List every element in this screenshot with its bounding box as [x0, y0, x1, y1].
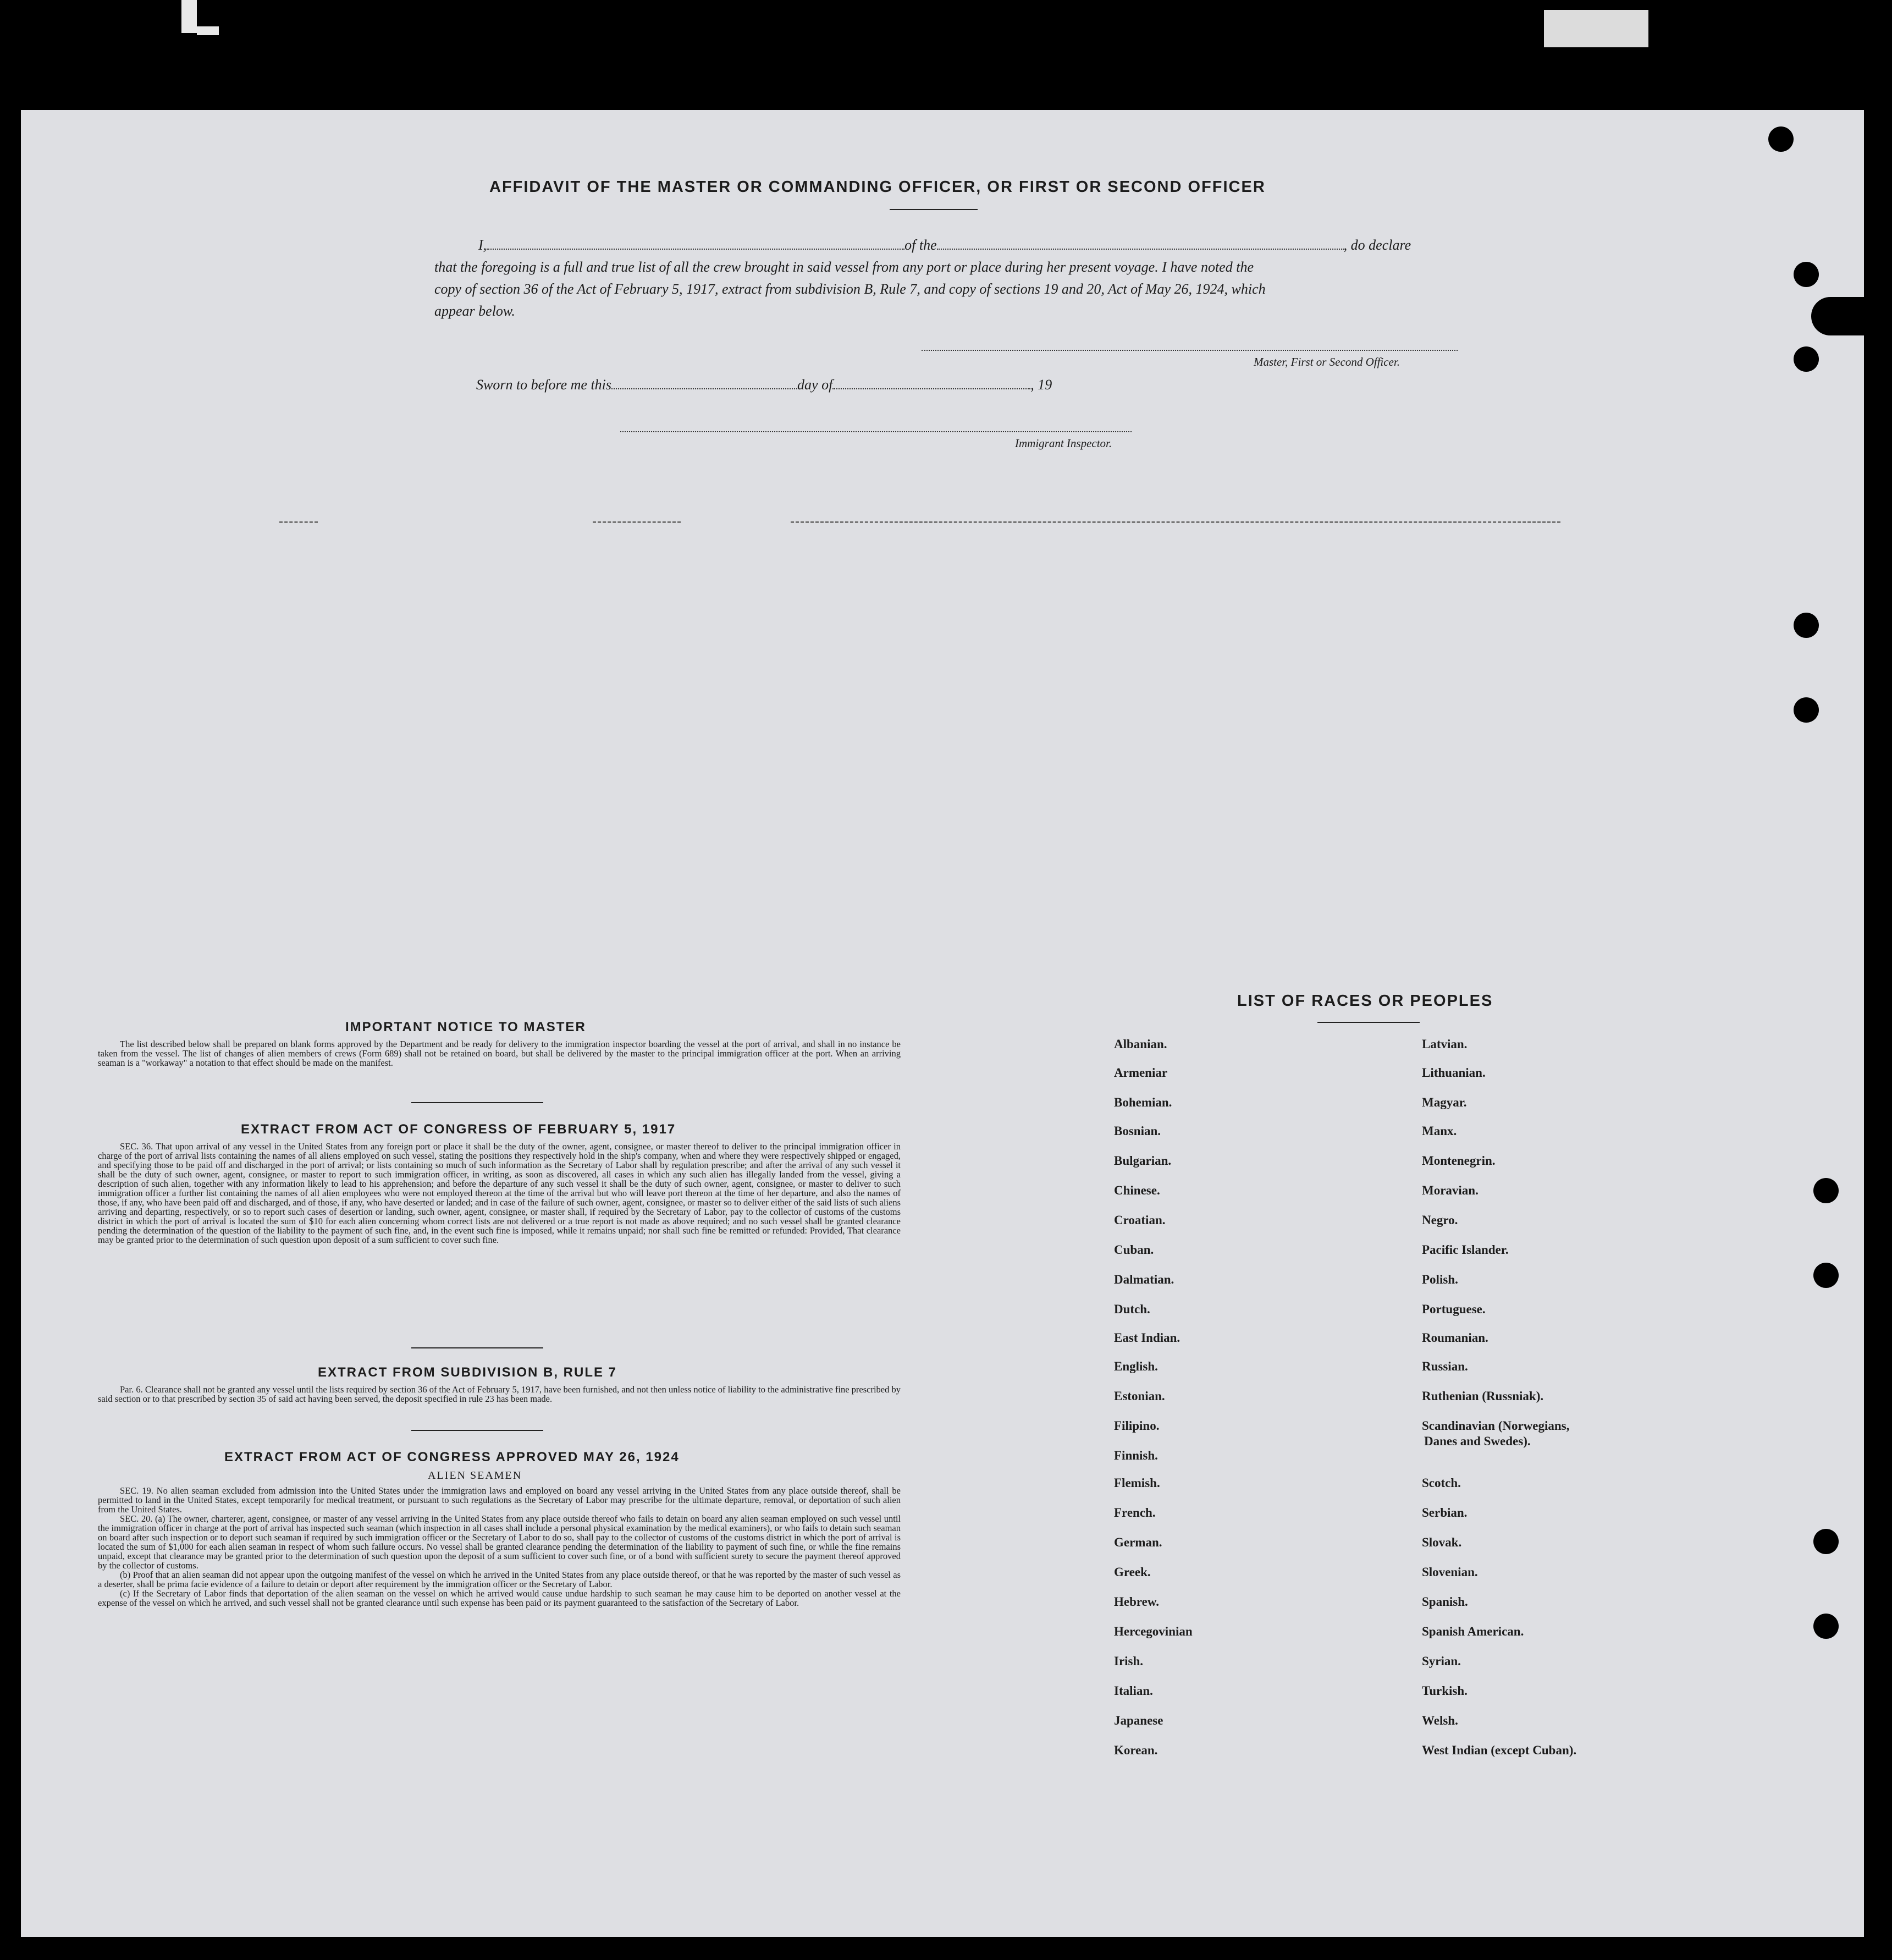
race-item: Scandinavian (Norwegians, [1422, 1419, 1570, 1433]
affidavit-declare: , do declare [1343, 237, 1411, 253]
affidavit-line-3: copy of section 36 of the Act of February 5, 1917, extract from subdivision B, Rule 7, and copy of sections 19 and 20, Act of May 26, 1924, which [434, 281, 1266, 297]
race-item: Portuguese. [1422, 1302, 1486, 1316]
scan-edge-mark [181, 0, 197, 33]
race-item: Cuban. [1114, 1243, 1154, 1257]
race-item: Armeniar [1114, 1066, 1168, 1080]
sworn-text: Sworn to before me this [476, 377, 612, 393]
sec-20b-body: (b) Proof that an alien seaman did not appear upon the outgoing manifest of the vessel on which he arrived in the United States from any place outside thereof, or that he was reported by the master of such vessel as a deserter, shall be prima facie evidence of a failure to detain or deport after requirement by the immigration officer or the Secretary of Labor. [98, 1570, 901, 1589]
race-item: Bohemian. [1114, 1095, 1172, 1109]
inspector-signature-line[interactable] [620, 431, 1132, 432]
race-item: Serbian. [1422, 1506, 1468, 1519]
race-item: Slovak. [1422, 1535, 1462, 1549]
race-item: Japanese [1114, 1714, 1163, 1727]
name-blank[interactable] [487, 248, 904, 250]
race-item: Spanish American. [1422, 1625, 1524, 1638]
race-item: Slovenian. [1422, 1565, 1478, 1579]
race-item: East Indian. [1114, 1331, 1181, 1345]
races-title: LIST OF RACES OR PEOPLES [1237, 992, 1493, 1010]
extract-1924-title: EXTRACT FROM ACT OF CONGRESS APPROVED MAY 26, 1924 [224, 1450, 680, 1465]
affidavit-line-2: that the foregoing is a full and true list of all the crew brought in said vessel from any port or place during her present voyage. I have noted the [434, 259, 1254, 275]
race-item: Roumanian. [1422, 1331, 1488, 1345]
section-divider [411, 1102, 543, 1103]
extract-1924-text [98, 1486, 901, 1607]
sec-20a-body: SEC. 20. (a) The owner, charterer, agent, consignee, or master of any vessel arriving in the United States from any place outside thereof who fails to detain on board any alien seaman employed on such vessel until the immigration officer in charge at the port of arrival has inspected such seaman (which inspection in all cases shall include a personal physical examination by the medical examiners), or who fails to detain such seaman on board after such inspection or to deport such seaman if required by such immigration officer or the Secretary of Labor to do so, shall pay to the collector of customs of the customs district in which the port of arrival is located the sum of $1,000 for each alien seaman in respect of whom such failure occurs. No vessel shall be granted clearance pending the determination of the liability to payment of such fine, or while the fine remains unpaid, except that clearance may be granted prior to the determination of such question upon the deposit of a sum sufficient to cover such fine, or of a bond with sufficient surety to secure the payment thereof approved by the collector of customs. [98, 1513, 901, 1571]
race-item: Moravian. [1422, 1183, 1479, 1197]
race-item: Welsh. [1422, 1714, 1458, 1727]
race-item: Greek. [1114, 1565, 1151, 1579]
race-item: Flemish. [1114, 1476, 1160, 1490]
binder-hole [1813, 1529, 1839, 1554]
scan-corner-label [1544, 10, 1648, 47]
binder-hole [1813, 1178, 1839, 1203]
race-item: Croatian. [1114, 1213, 1166, 1227]
race-item: Ruthenian (Russniak). [1422, 1389, 1544, 1403]
race-item: Hebrew. [1114, 1595, 1159, 1609]
race-item: Magyar. [1422, 1095, 1467, 1109]
sworn-month-blank[interactable] [832, 388, 1030, 389]
race-item: German. [1114, 1535, 1162, 1549]
par-6-body: Par. 6. Clearance shall not be granted any vessel until the lists required by section 36 of the Act of February 5, 1917, have been furnished, and not then unless notice of liability to the administrative fine prescribed by said section or to that prescribed by section 35 of said act having been served, the deposit specified in rule 23 has been made. [98, 1384, 901, 1404]
race-item: Negro. [1422, 1213, 1458, 1227]
notice-title: IMPORTANT NOTICE TO MASTER [345, 1020, 586, 1034]
binder-hole [1794, 613, 1819, 638]
affidavit-line-1 [434, 234, 1457, 256]
extract-1917-title: EXTRACT FROM ACT OF CONGRESS OF FEBRUARY 5, 1917 [241, 1122, 676, 1137]
binder-hole [1794, 262, 1819, 287]
affidavit-i: I, [478, 237, 487, 253]
scan-edge-mark [197, 26, 219, 35]
race-item: Scotch. [1422, 1476, 1461, 1490]
officer-signature-caption: Master, First or Second Officer. [1254, 355, 1400, 368]
race-item: Manx. [1422, 1124, 1457, 1138]
race-item: French. [1114, 1506, 1156, 1519]
race-item: Polish. [1422, 1273, 1458, 1286]
sec-19-body: SEC. 19. No alien seaman excluded from admission into the United States under the immigration laws and employed on board any vessel arriving in the United States from any place outside thereof, shall be permitted to land in the United States, except temporarily for medical treatment, or pursuant to such regulations as the Secretary of Labor may prescribe for the ultimate departure, removal, or deportation of such alien from the United States. [98, 1485, 901, 1515]
race-item: Hercegovinian [1114, 1625, 1193, 1638]
race-item: Latvian. [1422, 1037, 1468, 1051]
vessel-blank[interactable] [937, 248, 1344, 250]
affidavit-of-the: of the [904, 237, 937, 253]
officer-signature-line[interactable] [922, 350, 1458, 351]
binder-tab-notch [1811, 297, 1864, 335]
sworn-line [434, 374, 1457, 396]
race-item: Chinese. [1114, 1183, 1160, 1197]
affidavit-title: AFFIDAVIT OF THE MASTER OR COMMANDING OFFICER, OR FIRST OR SECOND OFFICER [489, 178, 1266, 196]
race-item: Finnish. [1114, 1449, 1158, 1462]
race-item: Irish. [1114, 1654, 1144, 1668]
race-item: Bulgarian. [1114, 1154, 1172, 1168]
race-item: Russian. [1422, 1359, 1468, 1373]
race-item: Danes and Swedes). [1424, 1434, 1531, 1448]
race-item: Turkish. [1422, 1684, 1468, 1698]
notice-text [98, 1039, 901, 1067]
extract-1917-text [98, 1142, 901, 1245]
race-item: Estonian. [1114, 1389, 1165, 1403]
sworn-day-blank[interactable] [611, 388, 797, 389]
binder-hole [1813, 1263, 1839, 1288]
section-divider [411, 1347, 543, 1348]
title-underline [890, 209, 978, 210]
race-item: Dutch. [1114, 1302, 1150, 1316]
year-prefix: , 19 [1030, 377, 1052, 393]
binder-hole [1794, 697, 1819, 723]
race-item: Montenegrin. [1422, 1154, 1496, 1168]
day-of-text: day of [797, 377, 833, 393]
race-item: English. [1114, 1359, 1158, 1373]
sec-36-body: SEC. 36. That upon arrival of any vessel in the United States from any foreign port or place it shall be the duty of the owner, agent, consignee, or master thereof to deliver to the principal immigration officer in charge of the port of arrival lists containing the names of all aliens employed on such vessel, stating the positions they respectively hold in the ship's company, when and where they were respectively shipped or engaged, and specifying those to be paid off and discharged in the port of arrival; or lists containing so much of such information as the Secretary of Labor shall by regulation prescribe; and after the arrival of any such vessel it shall be the duty of such owner, agent, consignee, or master to report to such immigration officer, in writing, as soon as discovered, all cases in which any such alien has illegally landed from the vessel, giving a description of such alien, together with any information likely to lead to his apprehension; and before the departure of any such vessel it shall be the duty of such owner, agent, consignee, or master to deliver to such immigration officer a further list containing the names of all alien employees who were not employed thereon at the time of the arrival but who will leave port thereon at the time of her departure, and also the names of those, if any, who have been paid off and discharged, and of those, if any, who have deserted or landed; and in case of the failure of such owner, agent, consignee, or master so to deliver either of the said lists of such aliens arriving and departing, respectively, or so to report such cases of desertion or landing, such owner, agent, consignee, or master shall, if required by the Secretary of Labor, pay to the collector of customs of the customs district in which the port of arrival is located the sum of $10 for each alien concerning whom correct lists are not delivered or a true report is not made as above required; and no such vessel shall be granted clearance pending the determination of the question of the liability to the payment of such fine, and, in the event such fine is imposed, while it remains unpaid; nor shall such fine be remitted or refunded: Provided, That clearance may be granted prior to the determination of such question upon deposit of a sum sufficient to cover such fine. [98, 1141, 901, 1245]
affidavit-line-4: appear below. [434, 303, 515, 319]
race-item: Dalmatian. [1114, 1273, 1174, 1286]
race-item: Lithuanian. [1422, 1066, 1486, 1080]
separator-dash [791, 521, 1560, 523]
race-item: Filipino. [1114, 1419, 1160, 1433]
binder-hole [1794, 346, 1819, 372]
race-item: Syrian. [1422, 1654, 1461, 1668]
extract-rule7-text [98, 1385, 901, 1403]
race-item: Korean. [1114, 1743, 1158, 1757]
race-item: Albanian. [1114, 1037, 1167, 1051]
races-title-underline [1317, 1022, 1420, 1023]
sec-20c-body: (c) If the Secretary of Labor finds that deportation of the alien seaman on the vessel on which he arrived would cause undue hardship to such seaman he may cause him to be deported on another vessel at the expense of the vessel on which he arrived, and such vessel shall not be granted clearance until such expense has been paid or its payment guaranteed to the satisfaction of the Secretary of Labor. [98, 1588, 901, 1608]
binder-hole [1813, 1614, 1839, 1639]
extract-rule7-title: EXTRACT FROM SUBDIVISION B, RULE 7 [318, 1365, 617, 1380]
race-item: Bosnian. [1114, 1124, 1161, 1138]
race-item: West Indian (except Cuban). [1422, 1743, 1577, 1757]
section-divider [411, 1430, 543, 1431]
form-page [21, 110, 1864, 1937]
race-item: Spanish. [1422, 1595, 1468, 1609]
notice-body: The list described below shall be prepared on blank forms approved by the Department and be ready for delivery to the immigration inspector boarding the vessel at the port of arrival, and shall in no instance be taken from the vessel. The list of changes of alien members of crews (Form 689) shall not be retained on board, but shall be delivered by the master to the principal immigration officer at the port. When an arriving seaman is a "workaway" a notation to that effect should be made on the manifest. [98, 1039, 901, 1068]
separator-dash [279, 521, 318, 523]
race-item: Pacific Islander. [1422, 1243, 1509, 1257]
separator-dash [593, 521, 681, 523]
alien-seamen-subtitle: ALIEN SEAMEN [428, 1469, 522, 1482]
race-item: Italian. [1114, 1684, 1153, 1698]
inspector-caption: Immigrant Inspector. [1015, 437, 1112, 450]
binder-hole [1768, 126, 1794, 152]
